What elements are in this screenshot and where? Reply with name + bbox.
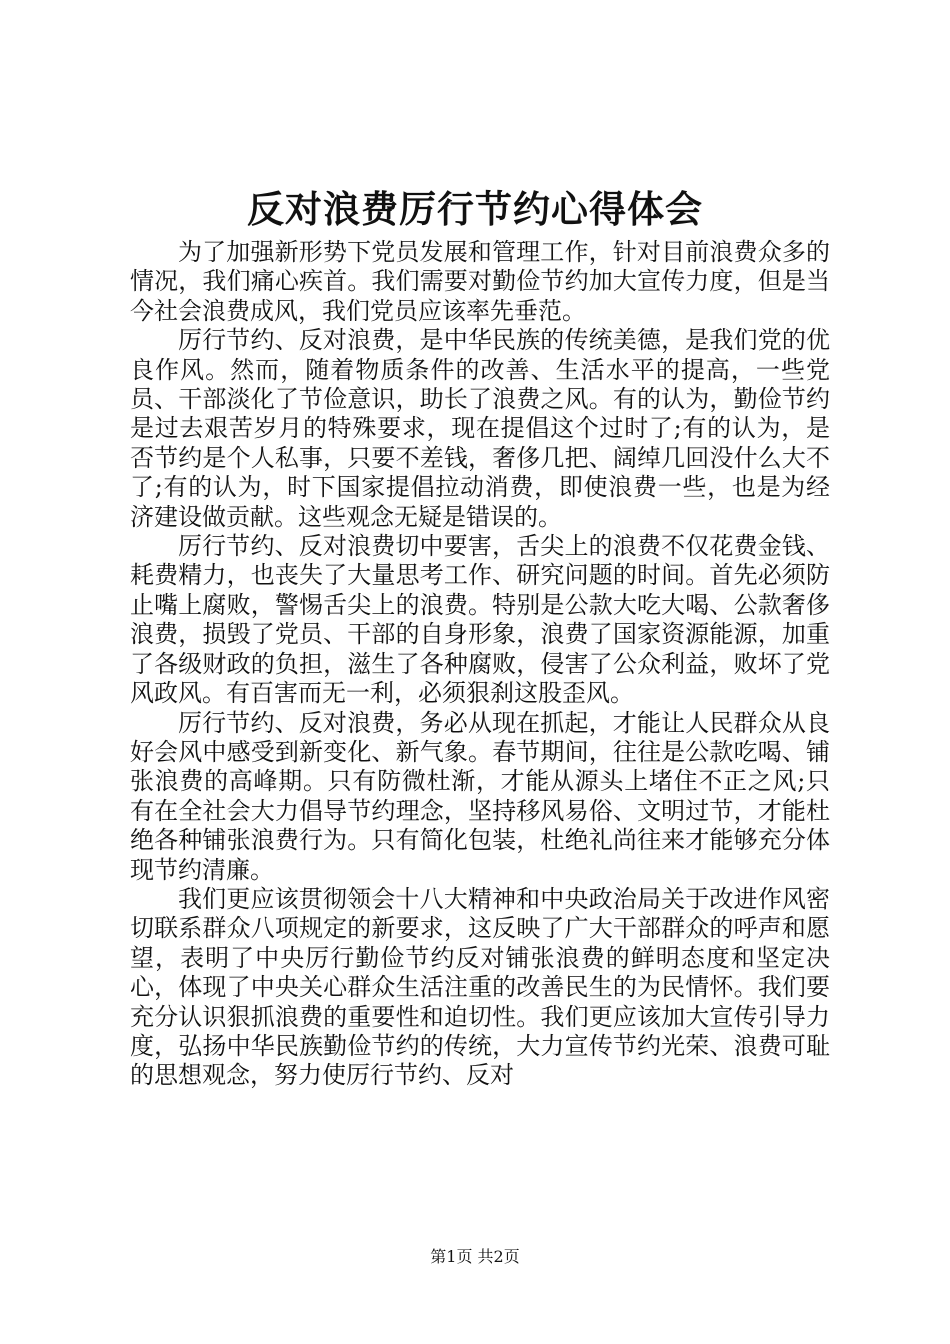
paragraph-3: 厉行节约、反对浪费切中要害，舌尖上的浪费不仅花费金钱、耗费精力，也丧失了大量思考工作、研究问题的时间。首先必须防止嘴上腐败，警惕舌尖上的浪费。特别是公款大吃大喝、公款奢侈浪费，损毁了党员、干部的自身形象，浪费了国家资源能源，加重了各级财政的负担，滋生了各种腐败，侵害了公众利益，败坏了党风政风。有百害而无一利，必须狠刹这股歪风。 <box>130 532 830 708</box>
paragraph-5: 我们更应该贯彻领会十八大精神和中央政治局关于改进作风密切联系群众八项规定的新要求，这反映了广大干部群众的呼声和愿望，表明了中央厉行勤俭节约反对铺张浪费的鲜明态度和坚定决心，体现了中央关心群众生活注重的改善民生的为民情怀。我们要充分认识狠抓浪费的重要性和迫切性。我们更应该加大宣传引导力度，弘扬中华民族勤俭节约的传统，大力宣传节约光荣、浪费可耻的思想观念，努力使厉行节约、反对 <box>130 884 830 1090</box>
paragraph-1: 为了加强新形势下党员发展和管理工作，针对目前浪费众多的情况，我们痛心疾首。我们需要对勤俭节约加大宣传力度，但是当今社会浪费成风，我们党员应该率先垂范。 <box>130 238 830 325</box>
document-title: 反对浪费厉行节约心得体会 <box>247 187 703 231</box>
document-body <box>130 238 830 1091</box>
page-footer: 第1页 共2页 <box>430 1247 520 1266</box>
paragraph-2: 厉行节约、反对浪费，是中华民族的传统美德，是我们党的优良作风。然而，随着物质条件的改善、生活水平的提高，一些党员、干部淡化了节俭意识，助长了浪费之风。有的认为，勤俭节约是过去艰苦岁月的特殊要求，现在提倡这个过时了;有的认为，是否节约是个人私事，只要不差钱，奢侈几把、阔绰几回没什么大不了;有的认为，时下国家提倡拉动消费，即使浪费一些，也是为经济建设做贡献。这些观念无疑是错误的。 <box>130 326 830 531</box>
paragraph-4: 厉行节约、反对浪费，务必从现在抓起，才能让人民群众从良好会风中感受到新变化、新气象。春节期间，往往是公款吃喝、铺张浪费的高峰期。只有防微杜渐，才能从源头上堵住不正之风;只有在全社会大力倡导节约理念，坚持移风易俗、文明过节，才能杜绝各种铺张浪费行为。只有简化包装，杜绝礼尚往来才能够充分体现节约清廉。 <box>130 708 830 884</box>
